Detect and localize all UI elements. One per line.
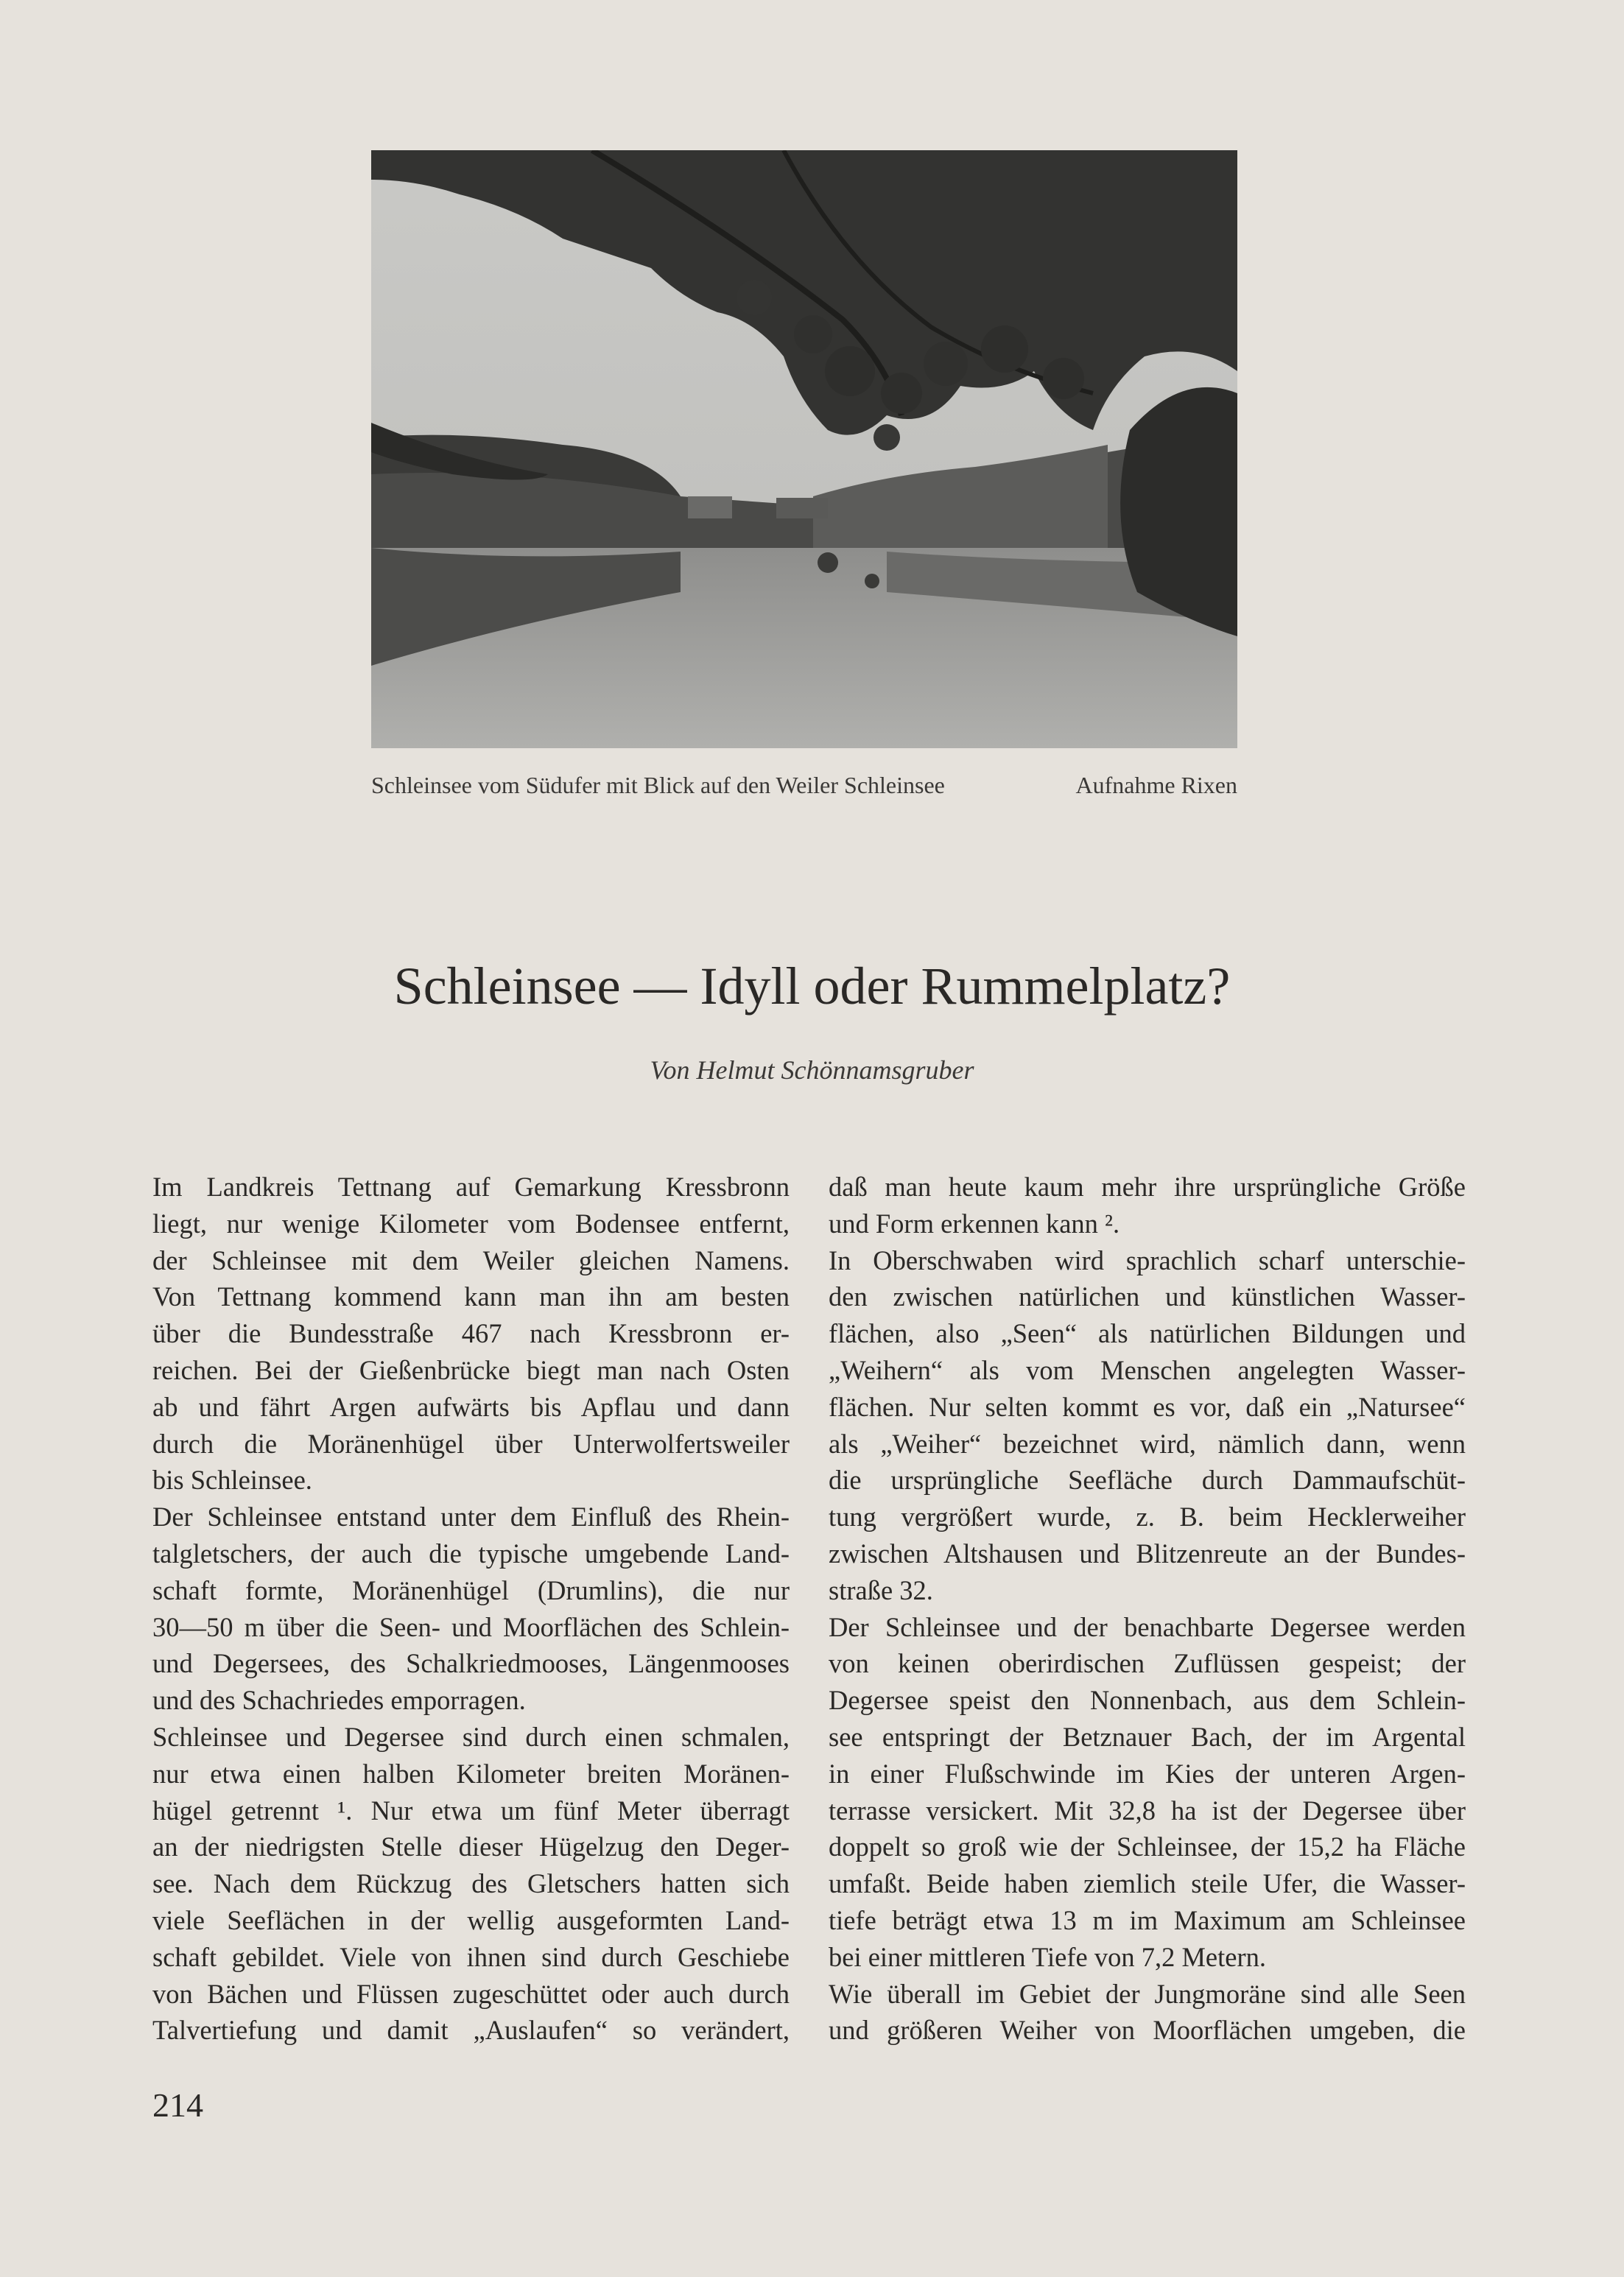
text-line: an der niedrigsten Stelle dieser Hügelzug den Deger- <box>152 1831 790 1862</box>
text-line: zwischen Altshausen und Blitzenreute an der Bundes- <box>829 1538 1466 1569</box>
text-line: flächen. Nur selten kommt es vor, daß ein „Natursee“ <box>829 1391 1466 1422</box>
text-line: als „Weiher“ bezeichnet wird, nämlich dann, wenn <box>829 1428 1466 1459</box>
text-line: Schleinsee und Degersee sind durch einen schmalen, <box>152 1721 790 1752</box>
text-line: liegt, nur wenige Kilometer vom Bodensee entfernt, <box>152 1208 790 1239</box>
text-line: In Oberschwaben wird sprachlich scharf unterschie- <box>829 1245 1466 1275</box>
text-line: und größeren Weiher von Moorflächen umgeben, die <box>829 2015 1466 2046</box>
text-line: hügel getrennt ¹. Nur etwa um fünf Meter überragt <box>152 1795 790 1826</box>
left-text-column <box>152 1169 790 2049</box>
text-line: durch die Moränenhügel über Unterwolfertsweiler <box>152 1428 790 1459</box>
text-line: schaft gebildet. Viele von ihnen sind durch Geschiebe <box>152 1941 790 1972</box>
photo-credit: Aufnahme Rixen <box>1075 772 1237 798</box>
text-line: und Degersees, des Schalkriedmooses, Längenmooses <box>152 1648 790 1679</box>
text-line: über die Bundesstraße 467 nach Kressbronn er- <box>152 1318 790 1349</box>
text-line: Der Schleinsee und der benachbarte Degersee werden <box>829 1611 1466 1642</box>
text-line: umfaßt. Beide haben ziemlich steile Ufer, die Wasser- <box>829 1868 1466 1899</box>
text-line: den zwischen natürlichen und künstlichen Wasser- <box>829 1281 1466 1312</box>
text-line: bei einer mittleren Tiefe von 7,2 Metern. <box>829 1941 1266 1972</box>
text-line: der Schleinsee mit dem Weiler gleichen Namens. <box>152 1245 790 1275</box>
text-line: die ursprüngliche Seefläche durch Dammaufschüt- <box>829 1465 1466 1496</box>
right-text-column <box>829 1169 1466 2049</box>
text-line: von keinen oberirdischen Zuflüssen gespeist; der <box>829 1648 1466 1679</box>
text-line: terrasse versickert. Mit 32,8 ha ist der Degersee über <box>829 1795 1466 1826</box>
text-line: see. Nach dem Rückzug des Gletschers hatten sich <box>152 1868 790 1899</box>
text-line: talgletschers, der auch die typische umgebende Land- <box>152 1538 790 1569</box>
text-line: straße 32. <box>829 1574 933 1605</box>
text-line: doppelt so groß wie der Schleinsee, der 15,2 ha Fläche <box>829 1831 1466 1862</box>
text-line: nur etwa einen halben Kilometer breiten Moränen- <box>152 1758 790 1789</box>
text-line: bis Schleinsee. <box>152 1465 312 1496</box>
figure-caption: Schleinsee vom Südufer mit Blick auf den Weiler Schleinsee <box>371 772 945 798</box>
lake-photograph <box>371 150 1237 748</box>
text-line: tiefe beträgt etwa 13 m im Maximum am Schleinsee <box>829 1904 1466 1935</box>
text-line: viele Seeflächen in der wellig ausgeformten Land- <box>152 1904 790 1935</box>
text-line: flächen, also „Seen“ als natürlichen Bildungen und <box>829 1318 1466 1349</box>
page-number: 214 <box>152 2086 203 2124</box>
text-line: Der Schleinsee entstand unter dem Einfluß des Rhein- <box>152 1502 790 1532</box>
text-line: Talvertiefung und damit „Auslaufen“ so verändert, <box>152 2015 790 2046</box>
text-line: „Weihern“ als vom Menschen angelegten Wasser- <box>829 1354 1466 1385</box>
text-line: 30—50 m über die Seen- und Moorflächen des Schlein- <box>152 1611 790 1642</box>
text-line: see entspringt der Betznauer Bach, der im Argental <box>829 1721 1466 1752</box>
text-line: Von Tettnang kommend kann man ihn am besten <box>152 1281 790 1312</box>
text-line: Degersee speist den Nonnenbach, aus dem Schlein- <box>829 1685 1466 1716</box>
text-line: in einer Flußschwinde im Kies der unteren Argen- <box>829 1758 1466 1789</box>
figure-caption-row <box>371 772 1237 799</box>
article-byline: Von Helmut Schönnamsgruber <box>650 1055 974 1085</box>
text-line: und des Schachriedes emporragen. <box>152 1685 526 1716</box>
text-line: daß man heute kaum mehr ihre ursprüngliche Größe <box>829 1172 1466 1202</box>
text-line: Wie überall im Gebiet der Jungmoräne sind alle Seen <box>829 1978 1466 2009</box>
text-line: tung vergrößert wurde, z. B. beim Hecklerweiher <box>829 1502 1466 1532</box>
text-line: Im Landkreis Tettnang auf Gemarkung Kressbronn <box>152 1172 790 1202</box>
text-line: und Form erkennen kann ². <box>829 1208 1120 1239</box>
text-line: reichen. Bei der Gießenbrücke biegt man nach Osten <box>152 1354 790 1385</box>
article-title: Schleinsee — Idyll oder Rummelplatz? <box>393 957 1231 1016</box>
text-line: schaft formte, Moränenhügel (Drumlins), die nur <box>152 1574 790 1605</box>
text-line: ab und fährt Argen aufwärts bis Apflau und dann <box>152 1391 790 1422</box>
text-line: von Bächen und Flüssen zugeschüttet oder auch durch <box>152 1978 790 2009</box>
